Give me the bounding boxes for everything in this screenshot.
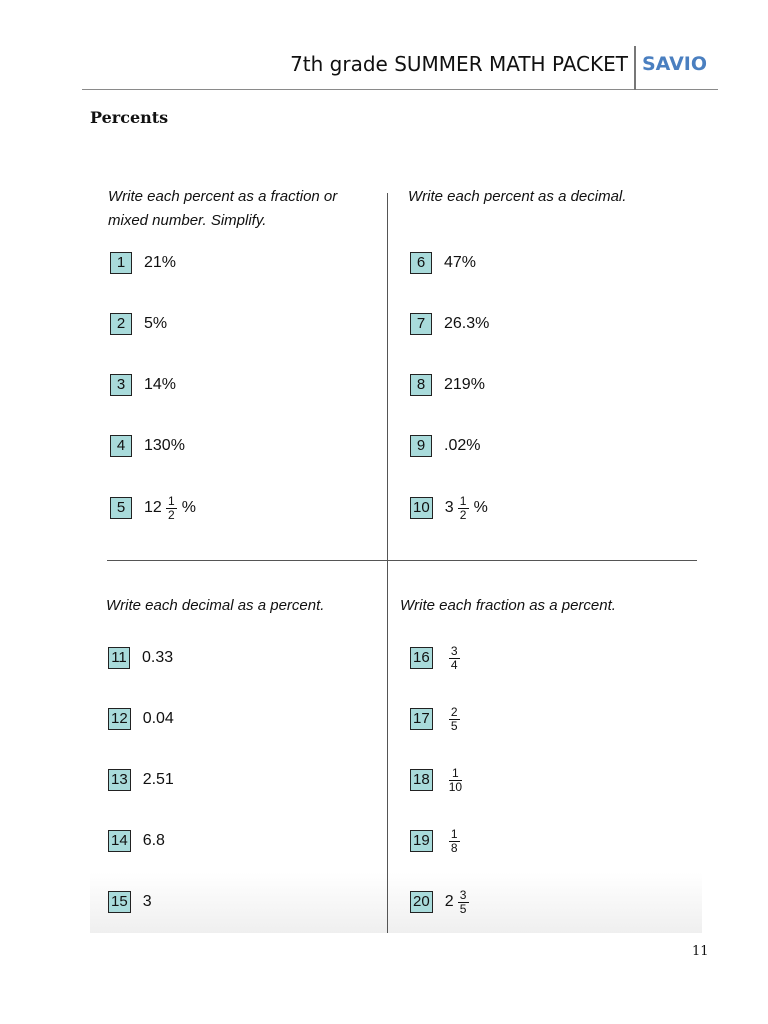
fraction — [449, 767, 462, 794]
problem-12 — [108, 707, 174, 731]
instruction-line: Write each percent as a fraction or — [108, 188, 338, 205]
problem-number: 9 — [410, 435, 432, 457]
problem-14 — [108, 829, 165, 853]
vertical-divider — [387, 193, 388, 933]
problem-2 — [110, 312, 167, 336]
fraction-numerator: 2 — [450, 704, 458, 719]
fraction — [166, 495, 177, 522]
problem-number: 19 — [410, 830, 433, 852]
problem-6 — [410, 251, 476, 275]
problem-18 — [410, 765, 466, 794]
percent-sign: % — [181, 499, 197, 516]
header-divider — [634, 46, 636, 90]
problem-8 — [410, 373, 485, 397]
instruction-line: Write each decimal as a percent. — [106, 597, 325, 614]
problem-number: 15 — [108, 891, 131, 913]
problem-number: 5 — [110, 497, 132, 519]
fraction-denominator: 5 — [450, 718, 458, 733]
problem-7 — [410, 312, 489, 336]
problem-number: 12 — [108, 708, 131, 730]
problem-number: 2 — [110, 313, 132, 335]
problem-value: 5% — [144, 315, 168, 332]
problem-number: 8 — [410, 374, 432, 396]
problem-11 — [108, 646, 173, 670]
header-brand: SAVIO — [642, 53, 708, 75]
problem-value: 26.3% — [444, 315, 490, 332]
problem-number: 20 — [410, 891, 433, 913]
percent-sign: % — [473, 499, 488, 516]
problem-value: 3 — [142, 893, 152, 910]
problem-number: 14 — [108, 830, 131, 852]
problem-17 — [410, 704, 464, 733]
fraction-denominator: 10 — [448, 779, 463, 794]
problem-value: 130% — [144, 437, 185, 454]
problem-number: 13 — [108, 769, 131, 791]
fraction — [458, 889, 469, 916]
section-title: Percents — [90, 108, 169, 127]
worksheet-image — [90, 175, 702, 933]
problem-value: 2.51 — [142, 771, 174, 788]
fraction — [449, 706, 460, 733]
instruction-line: Write each percent as a decimal. — [408, 188, 627, 205]
problem-number: 17 — [410, 708, 433, 730]
problem-value: 0.04 — [142, 710, 174, 727]
problem-value: 14% — [144, 376, 177, 393]
problem-number: 1 — [110, 252, 132, 274]
problem-number: 18 — [410, 769, 433, 791]
quadrant-decimal-to-percent — [106, 594, 325, 910]
fraction-denominator: 2 — [459, 507, 467, 522]
fraction — [449, 828, 460, 855]
problem-value: 21% — [144, 254, 177, 271]
problem-value: .02% — [444, 437, 481, 454]
problem-10 — [410, 493, 488, 522]
instruction-line: Write each fraction as a percent. — [400, 597, 616, 614]
fraction-numerator: 1 — [167, 493, 175, 508]
fraction-numerator: 1 — [459, 493, 467, 508]
problem-15 — [108, 890, 152, 914]
problem-4 — [110, 434, 185, 458]
fraction-numerator: 3 — [450, 643, 458, 658]
problem-19 — [410, 826, 464, 855]
header-title: 7th grade SUMMER MATH PACKET — [290, 52, 628, 76]
fraction-numerator: 1 — [452, 765, 459, 780]
problem-1 — [110, 251, 176, 275]
fraction-numerator: 1 — [450, 826, 458, 841]
mixed-number-whole: 12 — [144, 499, 162, 516]
instruction-line: mixed number. Simplify. — [108, 212, 267, 229]
page-number: 11 — [692, 944, 709, 959]
quadrant-fraction-to-percent — [400, 594, 616, 916]
fraction — [458, 495, 469, 522]
problem-3 — [110, 373, 176, 397]
problem-value: 0.33 — [142, 649, 174, 666]
fraction-denominator: 4 — [450, 657, 458, 672]
problem-number: 16 — [410, 647, 433, 669]
problem-value: 219% — [444, 376, 485, 393]
mixed-number-whole: 3 — [444, 499, 454, 516]
page-header — [82, 44, 718, 90]
fraction — [449, 645, 460, 672]
problem-value: 47% — [444, 254, 477, 271]
problem-20 — [410, 887, 473, 916]
problem-number: 4 — [110, 435, 132, 457]
problem-16 — [410, 643, 464, 672]
quadrant-percent-to-fraction — [108, 185, 338, 522]
fraction-denominator: 2 — [167, 507, 175, 522]
fraction-denominator: 8 — [450, 840, 458, 855]
problem-number: 6 — [410, 252, 432, 274]
problem-13 — [108, 768, 174, 792]
mixed-number-whole: 2 — [444, 893, 454, 910]
quadrant-percent-to-decimal — [408, 185, 627, 522]
fraction-numerator: 3 — [459, 887, 467, 902]
fraction-denominator: 5 — [459, 901, 467, 916]
problem-number: 7 — [410, 313, 432, 335]
problem-number: 3 — [110, 374, 132, 396]
horizontal-divider — [107, 560, 697, 561]
problem-value: 6.8 — [142, 832, 165, 849]
problem-9 — [410, 434, 480, 458]
problem-number: 11 — [108, 647, 130, 669]
problem-5 — [110, 493, 197, 522]
problem-number: 10 — [410, 497, 433, 519]
